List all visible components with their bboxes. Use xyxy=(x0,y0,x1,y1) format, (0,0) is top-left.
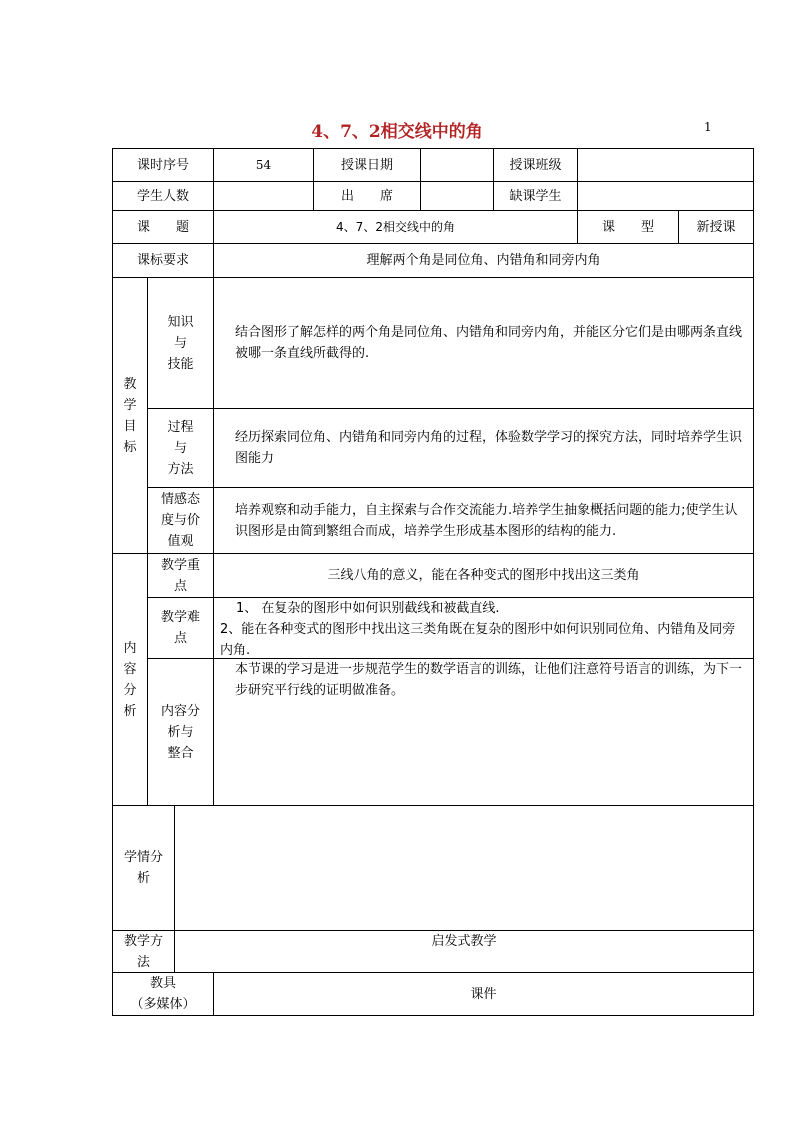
analysis-label: 内容分 析与 整合 xyxy=(160,703,200,761)
emotion-label: 情感态 度与价 值观 xyxy=(160,492,200,549)
standard-value: 理解两个角是同位角、内错角和同旁内角 xyxy=(366,253,601,268)
difficulty-text xyxy=(214,598,753,658)
attendance-value xyxy=(421,182,493,210)
tools-label: 教具 （多媒体） xyxy=(130,976,196,1012)
standard-label: 课标要求 xyxy=(136,253,189,268)
difficulty-item-2: 2、能在各种变式的图形中找出这三类角既在复杂的图形中如何识别同位角、内错角及同旁内角. xyxy=(220,622,736,658)
emotion-text: 培养观察和动手能力，自主探索与合作交流能力.培养学生抽象概括问题的能力;使学生认识图形是由简到繁组合而成，培养学生形成基本图形的结构的能力. xyxy=(235,502,738,539)
page-title: 4、7、2相交线中的角 xyxy=(311,122,483,142)
class-value xyxy=(578,149,753,181)
date-label: 授课日期 xyxy=(340,157,393,173)
analysis-text: 本节课的学习是进一步规范学生的数学语言的训练，让他们注意符号语言的训练，为下一步研究平行线的证明做准备。 xyxy=(235,662,743,698)
method-value: 启发式教学 xyxy=(431,934,497,949)
difficulty-label: 教学难 点 xyxy=(160,610,200,646)
content-section-label: 内 容 分 析 xyxy=(123,640,137,719)
attendance-label: 出 席 xyxy=(340,188,393,204)
date-value xyxy=(421,149,493,181)
knowledge-text: 结合图形了解怎样的两个角是同位角、内错角和同旁内角，并能区分它们是由哪两条直线被哪一条直线所截得的. xyxy=(235,325,743,361)
key-points-text: 三线八角的意义，能在各种变式的图形中找出这三类角 xyxy=(327,568,640,583)
students-value xyxy=(214,182,313,210)
type-label: 课 型 xyxy=(601,219,654,235)
student-analysis-text xyxy=(175,806,753,930)
tools-value: 课件 xyxy=(470,986,497,1002)
absent-label: 缺课学生 xyxy=(509,188,562,204)
students-label: 学生人数 xyxy=(136,188,189,204)
knowledge-label: 知识 与 技能 xyxy=(167,314,194,372)
topic-label: 课 题 xyxy=(136,219,189,235)
method-label: 教学方 法 xyxy=(123,933,163,970)
class-label: 授课班级 xyxy=(509,157,562,173)
period-value: 54 xyxy=(255,157,272,172)
topic-value: 4、7、2相交线中的角 xyxy=(336,219,455,234)
absent-value xyxy=(578,182,753,210)
period-label: 课时序号 xyxy=(136,157,189,173)
goals-section-label: 教 学 目 标 xyxy=(123,376,137,455)
process-label: 过程 与 方法 xyxy=(167,419,194,477)
difficulty-item-1: 1、 在复杂的图形中如何识别截线和被截直线. xyxy=(236,601,500,616)
page-number: 1 xyxy=(704,120,712,134)
key-points-label: 教学重 点 xyxy=(160,557,200,594)
process-text: 经历探索同位角、内错角和同旁内角的过程，体验数学学习的探究方法，同时培养学生识图能力 xyxy=(235,430,743,466)
student-analysis-label: 学情分 析 xyxy=(123,850,163,886)
type-value: 新授课 xyxy=(696,219,736,235)
